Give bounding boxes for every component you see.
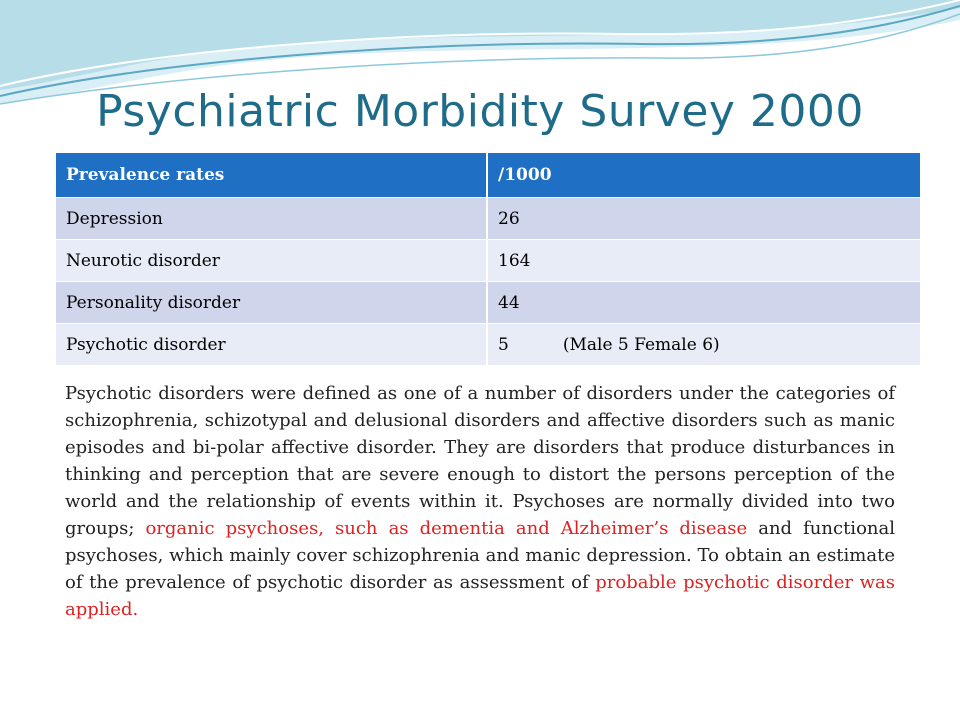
body-paragraph xyxy=(65,380,895,623)
row-label: Psychotic disorder xyxy=(56,324,487,366)
highlighted-text: organic psychoses, such as dementia and Alzheimer’s disease xyxy=(145,518,748,539)
column-header-measure: Prevalence rates xyxy=(56,153,487,198)
column-header-rate: /1000 xyxy=(487,153,920,198)
table-row xyxy=(56,282,920,324)
row-label: Neurotic disorder xyxy=(56,240,487,282)
row-value: 26 xyxy=(487,198,920,240)
table-header-row xyxy=(56,153,920,198)
paragraph-text: and functional psychoses, which mainly cover schizophrenia and manic depression. To obtain an estimate of the prevalence of psychotic disorder as assessment of xyxy=(65,518,895,593)
row-value-breakdown: (Male 5 Female 6) xyxy=(562,334,720,355)
row-value: 5 xyxy=(498,334,509,355)
row-value-cell xyxy=(487,324,920,366)
paragraph-text: Psychotic disorders were defined as one of a number of disorders under the categories of schizophrenia, schizotypal and delusional disorders and affective disorders such as manic episodes and bi-polar affective disorder. They are disorders that produce disturbances in thinking and perception that are severe enough to distort the persons perception of the world and the relationship of events within it. Psychoses are normally divided into two groups; xyxy=(65,383,895,539)
row-value: 164 xyxy=(487,240,920,282)
page-title: Psychiatric Morbidity Survey 2000 xyxy=(96,86,864,137)
table-row xyxy=(56,324,920,366)
row-label: Personality disorder xyxy=(56,282,487,324)
highlighted-text: probable psychotic disorder was applied. xyxy=(65,572,895,620)
row-label: Depression xyxy=(56,198,487,240)
prevalence-table xyxy=(56,153,920,366)
table-row xyxy=(56,198,920,240)
row-value: 44 xyxy=(487,282,920,324)
table-row xyxy=(56,240,920,282)
